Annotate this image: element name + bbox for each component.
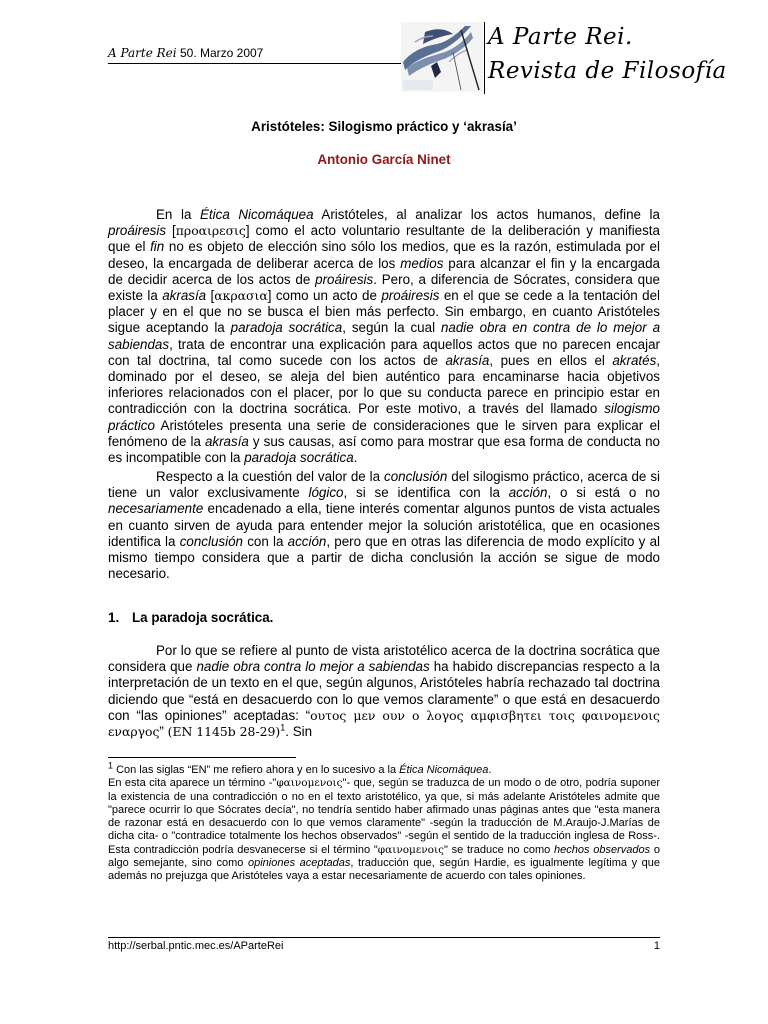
footnote-rule — [108, 757, 296, 758]
journal-title-line1: A Parte Rei. — [488, 24, 633, 50]
article-title: Aristóteles: Silogismo práctico y ‘akrasía’ — [251, 119, 517, 134]
paragraph-2: Respecto a la cuestión del valor de la conclusión del silogismo práctico, acerca de si tiene un valor exclusivamente lógico, si se identifica con la acción, o si está o no necesariamente encadenado a ella, tiene interés comentar algunos puntos de vista actuales en cuanto sirven de ayuda para entender mejor la solución aristotélica, que en ocasiones identifica la conclusión con la acción, pero que en otras las diferencia de modo explícito y al mismo tiempo considera que a partir de dicha conclusión la acción se sigue de modo necesario. — [108, 469, 661, 582]
section-heading — [108, 610, 273, 625]
header-divider — [484, 22, 485, 94]
issue-date: 50. Marzo 2007 — [179, 46, 264, 60]
journal-logo-image — [401, 22, 483, 92]
footnote-marker[interactable]: 1 — [280, 722, 286, 733]
paragraph-3: Por lo que se refiere al punto de vista aristotélico acerca de la doctrina socrática que considera que nadie obra contra lo mejor a sabiendas ha habido discrepancias respecto a la interpretación de un texto en el que, según algunos, Aristóteles habría rechazado tal doctrina diciendo que “está en desacuerdo con lo que vemos claramente” o que está en desacuerdo con “las opiniones” aceptadas: “ουτος μεν ουν ο λογος αμφισβητει τοις φαινομενοις εναργος” (EN 1145b 28-29)$^1$. Sin — [108, 643, 661, 740]
page-number: 1 — [653, 940, 660, 952]
footnote-1: $^1$ Con las siglas “EN” me refiero ahora y en lo sucesivo a la Ética Nicomáquea. En esta cita aparece un término -"φαινομενοις"- que, según se traduzca de un modo o de otro, podría suponer la existencia de una contradicción o no en el texto aristotélico, ya que, si más adelante Aristóteles admite que "parece ocurrir lo que Sócrates decía", no tendría sentido haber afirmado unas páginas antes que "esta manera de razonar está en desacuerdo con lo que vemos claramente" -según la traducción de M.Araujo-J.Marías de dicha cita- o "contradice totalmente los hechos observados" -según el sentido de la traducción inglesa de Ross-. Esta contradicción podría desvanecerse si el término "φαινομενοις" se traduce no como hechos observados o algo semejante, sino como opiniones aceptadas, traducción que, según Hardie, es igualmente legítima y que además no prejuzga que Aristóteles vaya a estar necesariamente de acuerdo con tales opiniones. — [108, 760, 660, 883]
journal-title-line2: Revista de Filosofía — [488, 58, 727, 84]
journal-brand: A Parte Rei — [108, 46, 177, 60]
header-rule — [108, 63, 402, 64]
article-author: Antonio García Ninet — [317, 152, 451, 167]
section-title: La paradoja socrática. — [132, 610, 274, 625]
greek-quote: ουτος μεν ουν ο λογος αμφισβητει τοις φαινομενοις εναργος — [108, 707, 660, 740]
footnote-number: 1 — [108, 760, 114, 771]
section-number: 1. — [108, 610, 120, 625]
issue-line — [108, 46, 263, 60]
footer-rule — [108, 937, 660, 938]
citation-reference: (EN 1145b 28-29) — [167, 724, 281, 740]
paragraph-1: En la Ética Nicomáquea Aristóteles, al analizar los actos humanos, define la proáiresis [προαιρεσις] como el acto voluntario resultante de la deliberación y manifiesta que el fin no es objeto de elección sino sólo los medios, que es la razón, estimulada por el deseo, la encargada de deliberar acerca de los medios para alcanzar el fin y la encargada de decidir acerca de los actos de proáiresis. Pero, a diferencia de Sócrates, considera que existe la akrasía [ακρασια] como un acto de proáiresis en el que se cede a la tentación del placer y en el que no se busca el bien más perfecto. Sin embargo, en cuanto Aristóteles sigue aceptando la paradoja socrática, según la cual nadie obra en contra de lo mejor a sabiendas, trata de encontrar una explicación para aquellos actos que no parecen encajar con tal doctrina, tal como sucede con los actos de akrasía, pues en ellos el akratés, dominado por el deseo, se aleja del bien auténtico para encaminarse hacia objetivos inferiores relacionados con el placer, por lo que su conducta parece en principio estar en contradicción con la doctrina socrática. Por este motivo, a través del llamado silogismo práctico Aristóteles presenta una serie de consideraciones que le sirven para explicar el fenómeno de la akrasía y sus causas, así como para mostrar que esa forma de conducta no es incompatible con la paradoja socrática. — [108, 207, 661, 466]
footer-url-link[interactable]: http://serbal.pntic.mec.es/AParteRei — [108, 940, 284, 952]
